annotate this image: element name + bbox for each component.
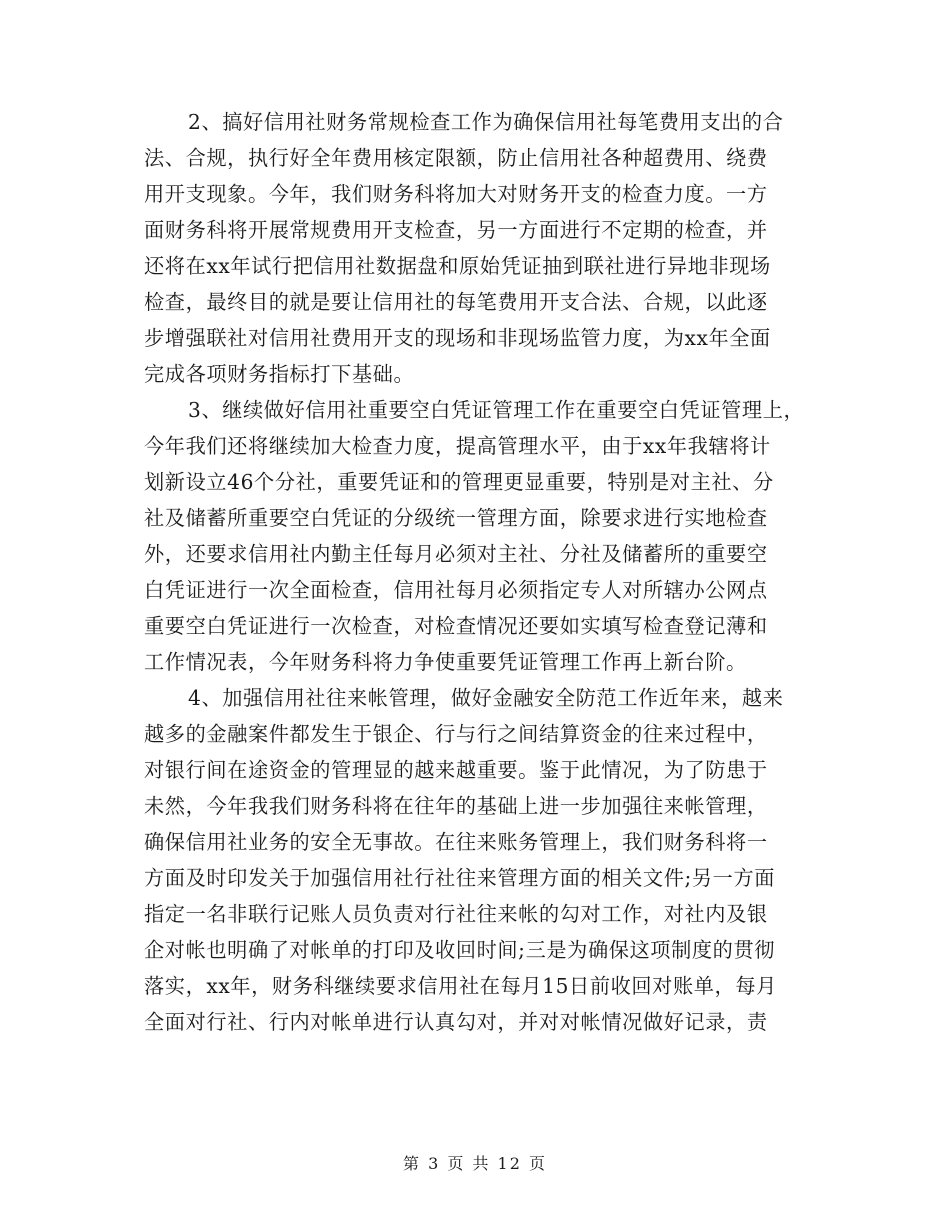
paragraph-4-line: 越多的金融案件都发生于银企、行与行之间结算资金的往来过程中， — [144, 722, 768, 746]
paragraph-3-line: 工作情况表，今年财务科将力争使重要凭证管理工作再上新台阶。 — [144, 650, 747, 674]
paragraph-4-line: 确保信用社业务的安全无事故。在往来账务管理上，我们财务科将一 — [144, 830, 768, 854]
paragraph-3-line: 今年我们还将继续加大检查力度，提高管理水平，由于xx年我辖将计 — [144, 434, 771, 458]
paragraph-3-line: 外，还要求信用社内勤主任每月必须对主社、分社及储蓄所的重要空 — [144, 542, 768, 566]
paragraph-3-line: 白凭证进行一次全面检查，信用社每月必须指定专人对所辖办公网点 — [144, 578, 768, 602]
paragraph-2-line: 检查，最终目的就是要让信用社的每笔费用开支合法、合规，以此逐 — [144, 290, 768, 314]
paragraph-2-line: 完成各项财务指标打下基础。 — [144, 362, 415, 386]
paragraph-3-line: 3、继续做好信用社重要空白凭证管理工作在重要空白凭证管理上， — [188, 398, 805, 422]
paragraph-2-line: 面财务科将开展常规费用开支检查，另一方面进行不定期的检查，并 — [144, 218, 768, 242]
paragraph-2-line: 法、合规，执行好全年费用核定限额，防止信用社各种超费用、绕费 — [144, 146, 768, 170]
paragraph-2-line: 2、搞好信用社财务常规检查工作为确保信用社每笔费用支出的合 — [188, 110, 784, 134]
paragraph-2-line: 还将在xx年试行把信用社数据盘和原始凭证抽到联社进行异地非现场 — [144, 254, 771, 278]
paragraph-4-line: 全面对行社、行内对帐单进行认真勾对，并对对帐情况做好记录，责 — [144, 1010, 768, 1034]
paragraph-4-line: 未然，今年我我们财务科将在往年的基础上进一步加强往来帐管理， — [144, 794, 768, 818]
paragraph-2-line: 步增强联社对信用社费用开支的现场和非现场监管力度，为xx年全面 — [144, 326, 771, 350]
paragraph-3-line: 划新设立46个分社，重要凭证和的管理更显重要，特别是对主社、分 — [144, 470, 774, 494]
paragraph-4-line: 指定一名非联行记账人员负责对行社往来帐的勾对工作，对社内及银 — [144, 902, 768, 926]
paragraph-4-line: 对银行间在途资金的管理显的越来越重要。鉴于此情况，为了防患于 — [144, 758, 768, 782]
paragraph-4-line: 企对帐也明确了对帐单的打印及收回时间;三是为确保这项制度的贯彻 — [144, 938, 776, 962]
paragraph-2-line: 用开支现象。今年，我们财务科将加大对财务开支的检查力度。一方 — [144, 182, 768, 206]
paragraph-3-line: 社及储蓄所重要空白凭证的分级统一管理方面，除要求进行实地检查 — [144, 506, 768, 530]
paragraph-3-line: 重要空白凭证进行一次检查，对检查情况还要如实填写检查登记薄和 — [144, 614, 768, 638]
paragraph-4-line: 落实，xx年，财务科继续要求信用社在每月15日前收回对账单，每月 — [144, 974, 777, 998]
page-number-footer: 第 3 页 共 12 页 — [403, 1154, 547, 1173]
paragraph-4-line: 方面及时印发关于加强信用社行社往来管理方面的相关文件;另一方面 — [144, 866, 776, 890]
paragraph-4-line: 4、加强信用社往来帐管理，做好金融安全防范工作近年来，越来 — [188, 686, 784, 710]
